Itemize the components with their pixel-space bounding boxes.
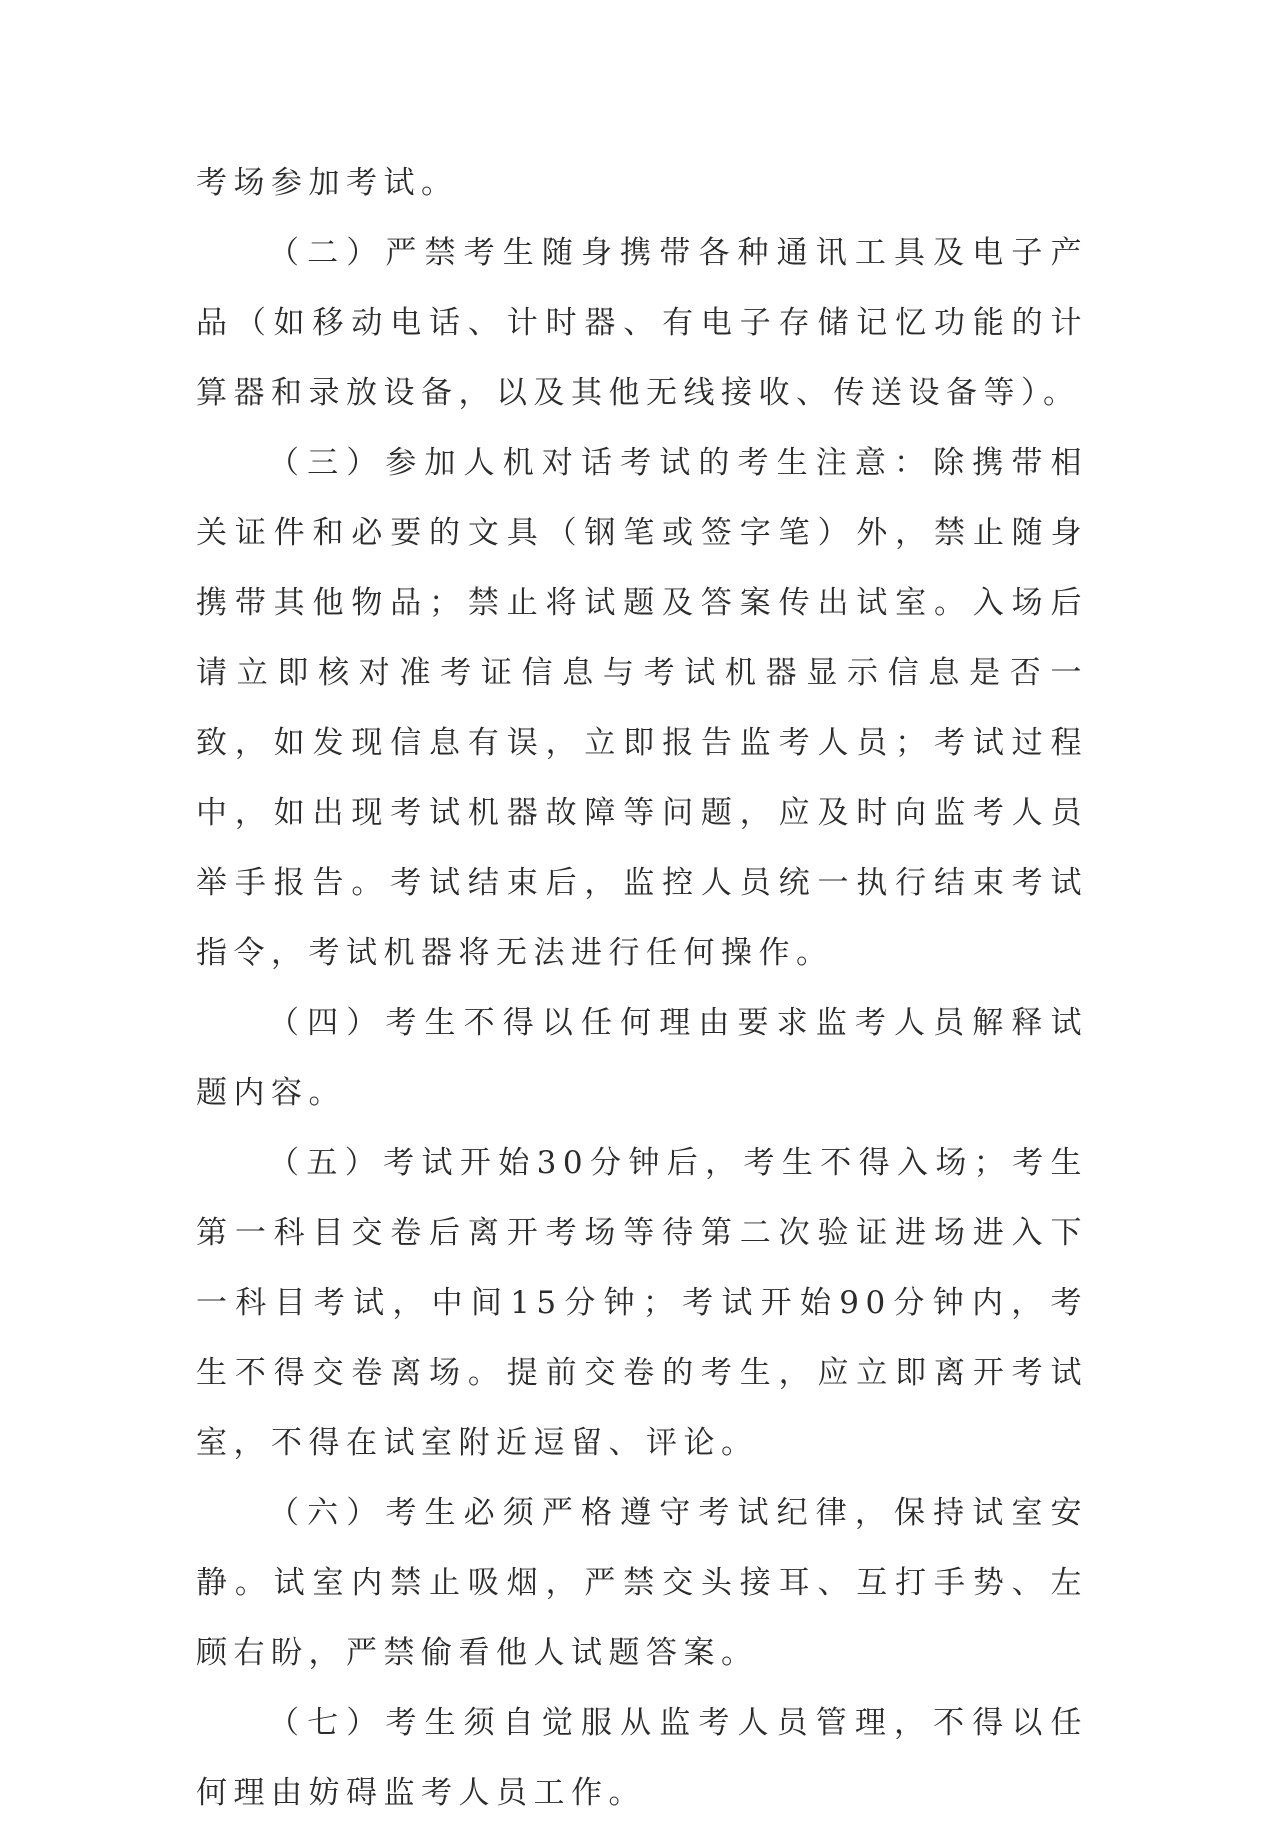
paragraph-item-4: （四）考生不得以任何理由要求监考人员解释试题内容。 xyxy=(196,1005,1088,1111)
paragraph-item-5: （五）考试开始30分钟后，考生不得入场；考生第一科目交卷后离开考场等待第二次验证进场进入下一科目考试，中间15分钟；考试开始90分钟内，考生不得交卷离场。提前交卷的考生，应立即离开考试室，不得在试室附近逗留、评论。 xyxy=(196,1145,1088,1461)
paragraph-item-7: （七）考生须自觉服从监考人员管理，不得以任何理由妨碍监考人员工作。 xyxy=(196,1705,1088,1811)
paragraph-item-6: （六）考生必须严格遵守考试纪律，保持试室安静。试室内禁止吸烟，严禁交头接耳、互打手势、左顾右盼，严禁偷看他人试题答案。 xyxy=(196,1495,1088,1671)
paragraph-continuation: 考场参加考试。 xyxy=(196,165,459,201)
paragraph-item-2: （二）严禁考生随身携带各种通讯工具及电子产品（如移动电话、计时器、有电子存储记忆功能的计算器和录放设备，以及其他无线接收、传送设备等）。 xyxy=(196,235,1088,411)
paragraph-item-3: （三）参加人机对话考试的考生注意：除携带相关证件和必要的文具（钢笔或签字笔）外，禁止随身携带其他物品；禁止将试题及答案传出试室。入场后请立即核对准考证信息与考试机器显示信息是否一致，如发现信息有误，立即报告监考人员；考试过程中，如出现考试机器故障等问题，应及时向监考人员举手报告。考试结束后，监控人员统一执行结束考试指令，考试机器将无法进行任何操作。 xyxy=(196,445,1088,971)
document-body xyxy=(196,148,1088,1828)
